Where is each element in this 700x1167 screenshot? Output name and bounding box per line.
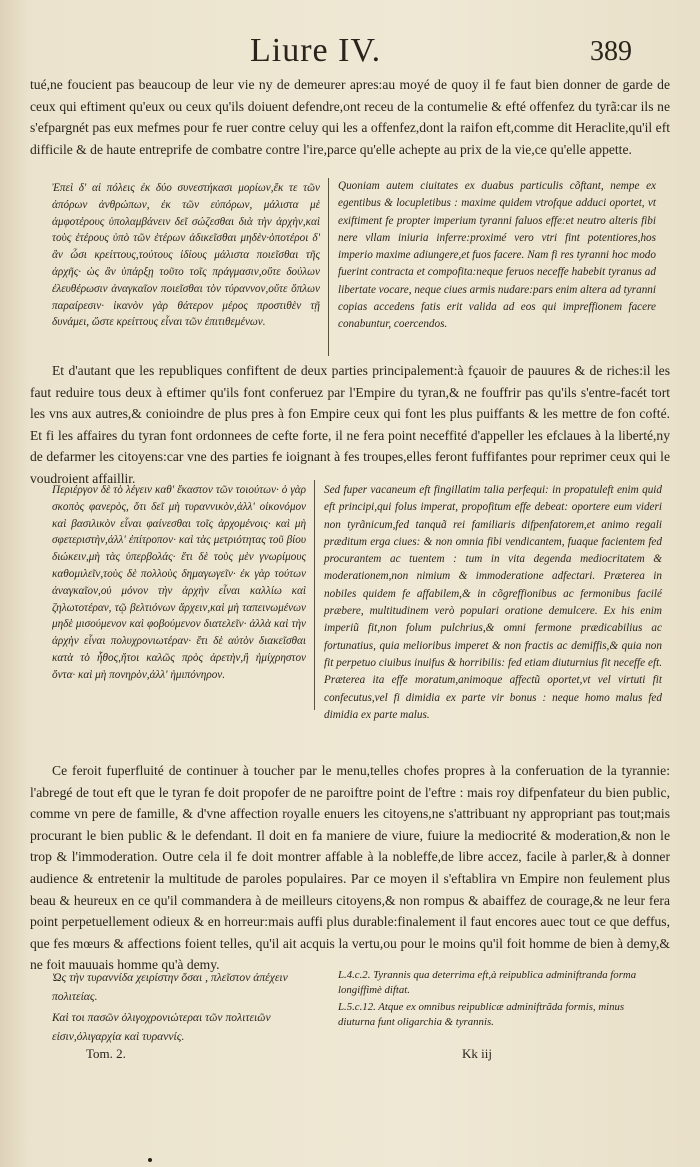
french-paragraph-3: Ce feroit fuperfluité de continuer à toucher par le menu,telles chofes propres à la conferuation de la tyrannie: l'abregé de tout eft que le tyran fe doit propofer de ne paroiftre point de l'eftre : mais roy difpenfateur du bien public, comme vn pere de famille, & d'vne affection royalle enuers les citoyens,ne s'attribuant ny appropriant pas tout;mais procurant le bien public & le defendant. Il doit en fa maniere de viure, fuiure la mediocrité & moderation,& non le trop & l'immoderation. Outre cela il fe doit montrer affable à la nobleffe,de libre accez, facile à parler,& à donner audience & entretenir la multitude de paroles populaires. Par ce moyen il s'eftablira vn Empire non feulement plus beau & heureux en ce qu'il commandera à de meilleurs citoyens,& non rompus & abaiffez de courage,& ne leur fera point perpetuellement odieux & en horreur:mais auffi plus durable:finalement il faut encores auec tout ce que deffus, que fes mœurs & affections foient telles, qu'il ait acquis la vertu,ou pour le moins qu'il foit homme de bien à demy,& ne foit mauuais homme qu'à demy. [30, 763, 670, 973]
column-divider-2 [314, 480, 315, 710]
running-title: Liure IV. [250, 32, 382, 69]
footnote-greek-2: Καὶ τοι πασῶν ὀλιγοχρονιώτεραι τῶν πολιτειῶν εἰσιν,ὀλιγαρχία καὶ τυραννίς. [52, 1011, 271, 1043]
ink-speck [148, 1158, 152, 1162]
latin-passage-1: Quoniam autem ciuitates ex duabus particulis cõftant, nempe ex egentibus & locupletibus : maxime quidem vtrofque adduci oportet, vt exiftiment fe propter imperium tyranni faluos effe:et neutro alteris fibi nere vllam iniuria inferre:proximé vero vtri fint potentiores,hos imperio maxime adiungere,et fuos facere. Nam fi res tyranni hoc modo fuerint contracta et compofita:neque feruos neceffe habebit tyranus ad libertate vocare, neque ciues armis nudare:pars enim altera ad tyranni copias accedens fatis erit valida ad eos qui impreffionem facere conabuntur, coercendos. [338, 180, 656, 331]
latin-passage-2: Sed fuper vacaneum eft fingillatim talia perfequi: in propatuleft enim quid eft principi,qui folus imperat, propofitum effe debeat: oportere eum videri non tyrãnicum,fed tanquã rei familiaris difpenfatorem,et animo regali præditum erga ciues: & non omnia fibi vendicantem, fuaque facientem fed procurantem ac tuentem : tum in vita degenda mediocritatem & moderationem,non nimium & immoderatione adfectari. Præterea in nobiles quidem fe affabilem,& in cõgreffionibus ac fermonibus facilé præbere, multitudinem verò populari oratione demulcere. Ex his enim imperiũ fit,non folum pulchrius,& omni fermone prædicabilius ac fortunatius, quia melioribus imperet & non fractis ac demiffis,& quia non fit perpetuo ciuibus inuifus & horribilis: fed etiam diuturnius fit neceffe eft. Præterea ita effe moratum,animoque affectũ oportet,vt vel virtuti fit confecutus,vel fi dimidia ex parte vir bonus : neque homo malus fed dimidia ex parte malus. [324, 484, 662, 721]
running-head [0, 28, 700, 72]
signature-tome: Tom. 2. [86, 1046, 126, 1061]
french-paragraph-2: Et d'autant que les republiques confiftent de deux parties principalement:à fçauoir de pauures & de riches:il les faut reduire tous deux à eftimer qu'ils font conferuez par l'Empire du tyran,& ne fouffrir pas qu'ils s'entre-facét tort les vns aux autres,& conioindre de plus pres à fon Empire ceux qui font les plus puiffants & les mettre de fon cofté. Et fi les affaires du tyran font ordonnees de cefte forte, il ne fera point neceffité d'appeller les efclaues à la liberté,ny de defarmer les citoyens:car vne des parties fe ioignant à fes troupes,elles feront fuffifantes pour reprimer ceux qui le voudroient affaillir. [30, 363, 670, 486]
intro-paragraph: tué,ne foucient pas beaucoup de leur vie ny de demeurer apres:au moyé de quoy il fe faut bien donner de garde de ceux qui eftiment qu'eux ou ceux qu'ils doiuent defendre,ont receu de la contumelie & efté offenfez du tyrã:car ils ne s'efpargnét pas eux mefmes pour fe ruer contre celuy qui les a offenfez,dont la raifon eft,comme dit Heraclite,qu'il eft difficile & de haute entreprife de combatre contre l'ire,parce qu'elle achepte au prix de la vie,ce qu'elle appette. [30, 77, 670, 157]
marginal-note-2: L.5.c.12. Atque ex omnibus reipublicæ adminiftrãda formis, minus diuturna funt oligarchia & tyrannis. [338, 1001, 625, 1028]
greek-passage-2: Περιέργον δὲ τὸ λέγειν καθ' ἕκαστον τῶν τοιούτων· ὁ γὰρ σκοπὸς φανερὸς, ὅτι δεῖ μὴ τυραννικὸν,ἀλλ' οἰκονόμον καὶ βασιλικὸν εἶναι φαίνεσθαι τοῖς ἀρχομένοις· καὶ μὴ σφετεριστὴν,ἀλλ' ἐπίτροπον· καὶ τὰς μετριότητας τοῦ βίου διώκειν,μὴ τὰς ὑπερβολάς· ἔτι δὲ τοὺς μὲν γνωρίμους καθομιλεῖν,τοὺς δὲ πολλοὺς δημαγωγεῖν· ἐκ γὰρ τούτων ἀναγκαῖον,οὐ μόνον τὴν ἀρχὴν εἶναι καλλίω καὶ ζηλωτοτέραν, τῷ βελτιόνων ἄρχειν,καὶ μὴ ταπεινωμένων μηδὲ μισούμενον καὶ φοβούμενον διατελεῖν· ἀλλὰ καὶ τὴν ἀρχὴν εἶναι πολυχρονιωτέραν· ἔτι δὲ αὐτὸν διακεῖσθαι κατὰ τὸ ἦθος,ἤτοι καλῶς πρὸς ἀρετὴν,ἢ ἡμίχρηστον ὄντα· καὶ μὴ πονηρὸν,ἀλλ' ἡμιπόνηρον. [52, 484, 306, 681]
page-number: 389 [590, 36, 632, 67]
greek-passage-1: Ἐπεὶ δ' αἱ πόλεις ἐκ δύο συνεστήκασι μορίων,ἔκ τε τῶν ἀπόρων ἀνθρώπων, ἐκ τῶν εὐπόρων, μάλιστα μὲ ἀμφοτέρους ὑπολαμβάνειν δεῖ σώζεσθαι διὰ τὴν ἀρχὴν,καὶ τοὺς ἑτέρους ὑπὸ τῶν ἑτέρων ἀδικεῖσθαι μηδὲν·ὁποτέροι δ' ἂν ὦσι κρείττους,τούτους ἰδίους μάλιστα ποιεῖσθαι τῆς ἀρχῆς· ὡς ἂν ὑπάρξῃ τοῦτο τοῖς πράγμασιν,οὔτε δούλων ἐλευθέρωσιν ἀναγκαῖον ποιεῖσθαι τὸν τύραννον,οὔτε ὅπλων παραίρεσιν· ἱκανὸν γὰρ θάτερον μέρος προστιθὲν τῇ δυνάμει, ὥστε κρείττους εἶναι τῶν ἐπιτιθεμένων. [52, 182, 320, 329]
signature-mark: Kk iij [462, 1046, 492, 1061]
footnote-greek-1: Ὡς τὴν τυραννίδα χειρίστην ὅσαι , πλεῖστον ἀπέχειν πολιτείας. [52, 971, 288, 1003]
column-divider-1 [328, 178, 329, 356]
marginal-note-1: L.4.c.2. Tyrannis qua deterrima eft,à reipublica adminiftranda forma longiffimè diftat. [338, 969, 637, 996]
